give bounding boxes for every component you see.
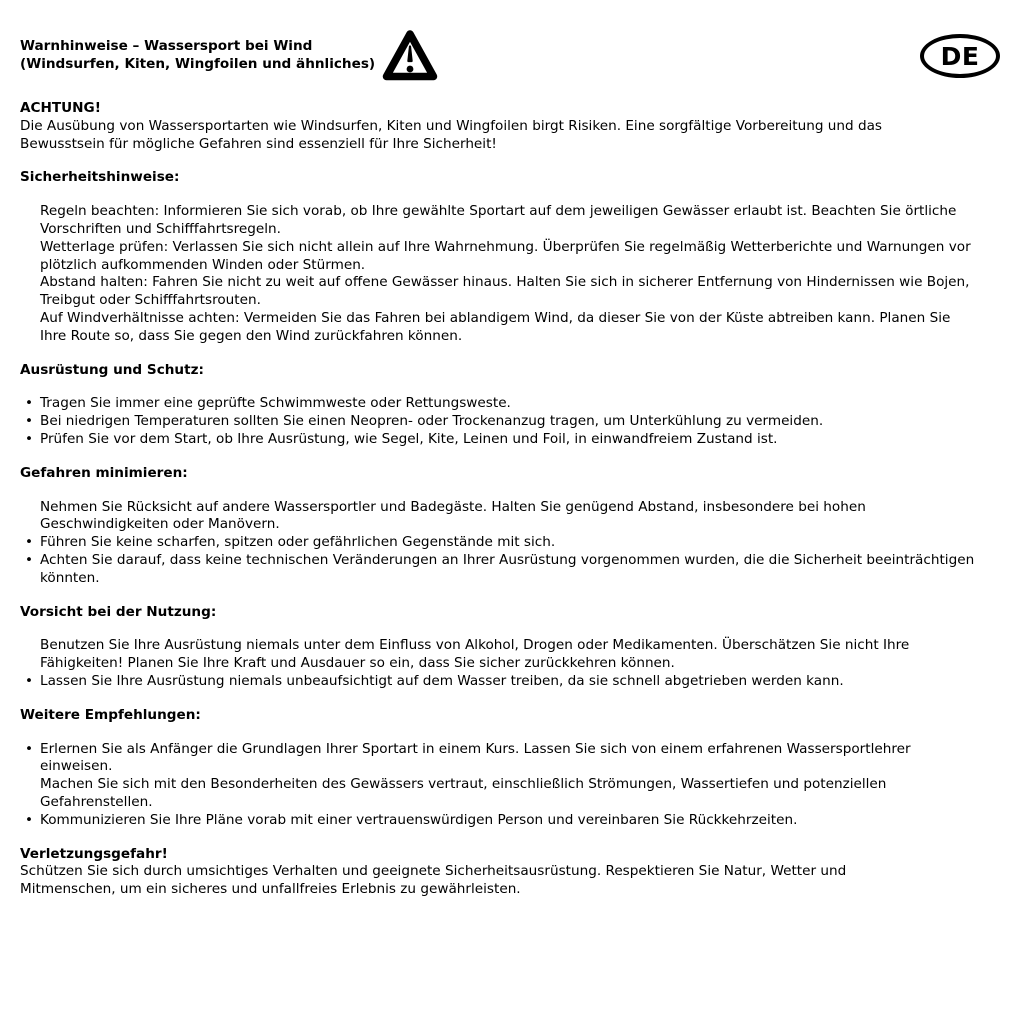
list-item: Regeln beachten: Informieren Sie sich vorab, ob Ihre gewählte Sportart auf dem jeweiligen Gewässer erlaubt ist. Beachten Sie örtliche Vorschriften und Schifffahrtsregeln. xyxy=(40,203,957,237)
page-title xyxy=(20,38,375,74)
section-list xyxy=(20,395,975,448)
section-heading-gefahren: Gefahren minimieren: xyxy=(20,464,188,481)
page-title-line1: Warnhinweise – Wassersport bei Wind xyxy=(20,38,313,55)
list-item: • Prüfen Sie vor dem Start, ob Ihre Ausrüstung, wie Segel, Kite, Leinen und Foil, in einwandfreiem Zustand ist. xyxy=(20,431,975,449)
list-item: • Erlernen Sie als Anfänger die Grundlagen Ihrer Sportart in einem Kurs. Lassen Sie sich von einem erfahrenen Wassersportlehrer einweisen. xyxy=(20,741,975,777)
section-ausruestung-und-schutz xyxy=(20,362,975,449)
section-sicherheitshinweise xyxy=(20,169,975,345)
section-heading-verletzungsgefahr: Verletzungsgefahr! xyxy=(20,845,168,862)
list-item: Benutzen Sie Ihre Ausrüstung niemals unter dem Einfluss von Alkohol, Drogen oder Medikamenten. Überschätzen Sie nicht Ihre Fähigkeiten! Planen Sie Ihre Kraft und Ausdauer so ein, dass Sie sicher zurückkehren können. xyxy=(40,637,910,672)
section-list xyxy=(20,499,975,588)
section-heading-vorsicht: Vorsicht bei der Nutzung: xyxy=(20,603,217,620)
page-title-line2: (Windsurfen, Kiten, Wingfoilen und ähnliches) xyxy=(20,56,376,72)
section-verletzungsgefahr xyxy=(20,846,975,899)
section-vorsicht-bei-der-nutzung xyxy=(20,604,975,691)
list-item: Wetterlage prüfen: Verlassen Sie sich nicht allein auf Ihre Wahrnehmung. Überprüfen Sie regelmäßig Wetterberichte und Warnungen vor plötzlich aufkommenden Winden oder Stürmen. xyxy=(40,238,971,273)
list-item: Auf Windverhältnisse achten: Vermeiden Sie das Fahren bei ablandigem Wind, da dieser Sie von der Küste abtreiben kann. Planen Sie Ihre Route so, dass Sie gegen den Wind zurückfahren können. xyxy=(40,309,951,344)
warning-triangle-icon xyxy=(381,28,439,84)
section-heading-achtung: ACHTUNG! xyxy=(20,100,101,116)
section-heading-sicherheitshinweise: Sicherheitshinweise: xyxy=(20,169,180,186)
section-list xyxy=(20,637,975,690)
section-gefahren-minimieren xyxy=(20,465,975,588)
section-list xyxy=(20,203,975,345)
list-item: • Führen Sie keine scharfen, spitzen oder gefährlichen Gegenstände mit sich. xyxy=(20,534,975,552)
list-item: • Achten Sie darauf, dass keine technischen Veränderungen an Ihrer Ausrüstung vorgenommen wurden, die die Sicherheit beeinträchtigen könnten. xyxy=(20,552,975,588)
list-item: • Tragen Sie immer eine geprüfte Schwimmweste oder Rettungsweste. xyxy=(20,395,975,413)
language-badge-label: DE xyxy=(940,41,980,71)
section-body-verletzungsgefahr: Schützen Sie sich durch umsichtiges Verhalten und geeignete Sicherheitsausrüstung. Respektieren Sie Natur, Wetter und Mitmenschen, um ein sicheres und unfallfreies Erlebnis zu gewährleisten. xyxy=(20,863,847,898)
list-item: Abstand halten: Fahren Sie nicht zu weit auf offene Gewässer hinaus. Halten Sie sich in sicherer Entfernung von Hindernissen wie Bojen, Treibgut oder Schifffahrtsrouten. xyxy=(40,274,970,309)
section-heading-empfehlungen: Weitere Empfehlungen: xyxy=(20,706,201,723)
list-item: • Bei niedrigen Temperaturen sollten Sie einen Neopren- oder Trockenanzug tragen, um Unterkühlung zu vermeiden. xyxy=(20,413,975,431)
list-item: • Kommunizieren Sie Ihre Pläne vorab mit einer vertrauenswürdigen Person und vereinbaren Sie Rückkehrzeiten. xyxy=(20,812,975,830)
list-item: Machen Sie sich mit den Besonderheiten des Gewässers vertraut, einschließlich Strömungen, Wassertiefen und potenziellen Gefahrenstellen. xyxy=(40,776,887,810)
document-header xyxy=(20,28,980,84)
section-heading-ausruestung: Ausrüstung und Schutz: xyxy=(20,361,204,378)
list-item: • Lassen Sie Ihre Ausrüstung niemals unbeaufsichtigt auf dem Wasser treiben, da sie schnell abgetrieben werden kann. xyxy=(20,673,975,691)
section-weitere-empfehlungen xyxy=(20,707,975,830)
section-body-achtung: Die Ausübung von Wassersportarten wie Windsurfen, Kiten und Wingfoilen birgt Risiken. Eine sorgfältige Vorbereitung und das Bewusstsein für mögliche Gefahren sind essenziell für Ihre Sicherheit! xyxy=(20,117,883,152)
section-achtung xyxy=(20,100,975,153)
list-item: Nehmen Sie Rücksicht auf andere Wassersportler und Badegäste. Halten Sie genügend Abstand, insbesondere bei hohen Geschwindigkeiten oder Manövern. xyxy=(40,498,866,533)
section-list xyxy=(20,741,975,830)
language-badge xyxy=(920,34,1000,78)
